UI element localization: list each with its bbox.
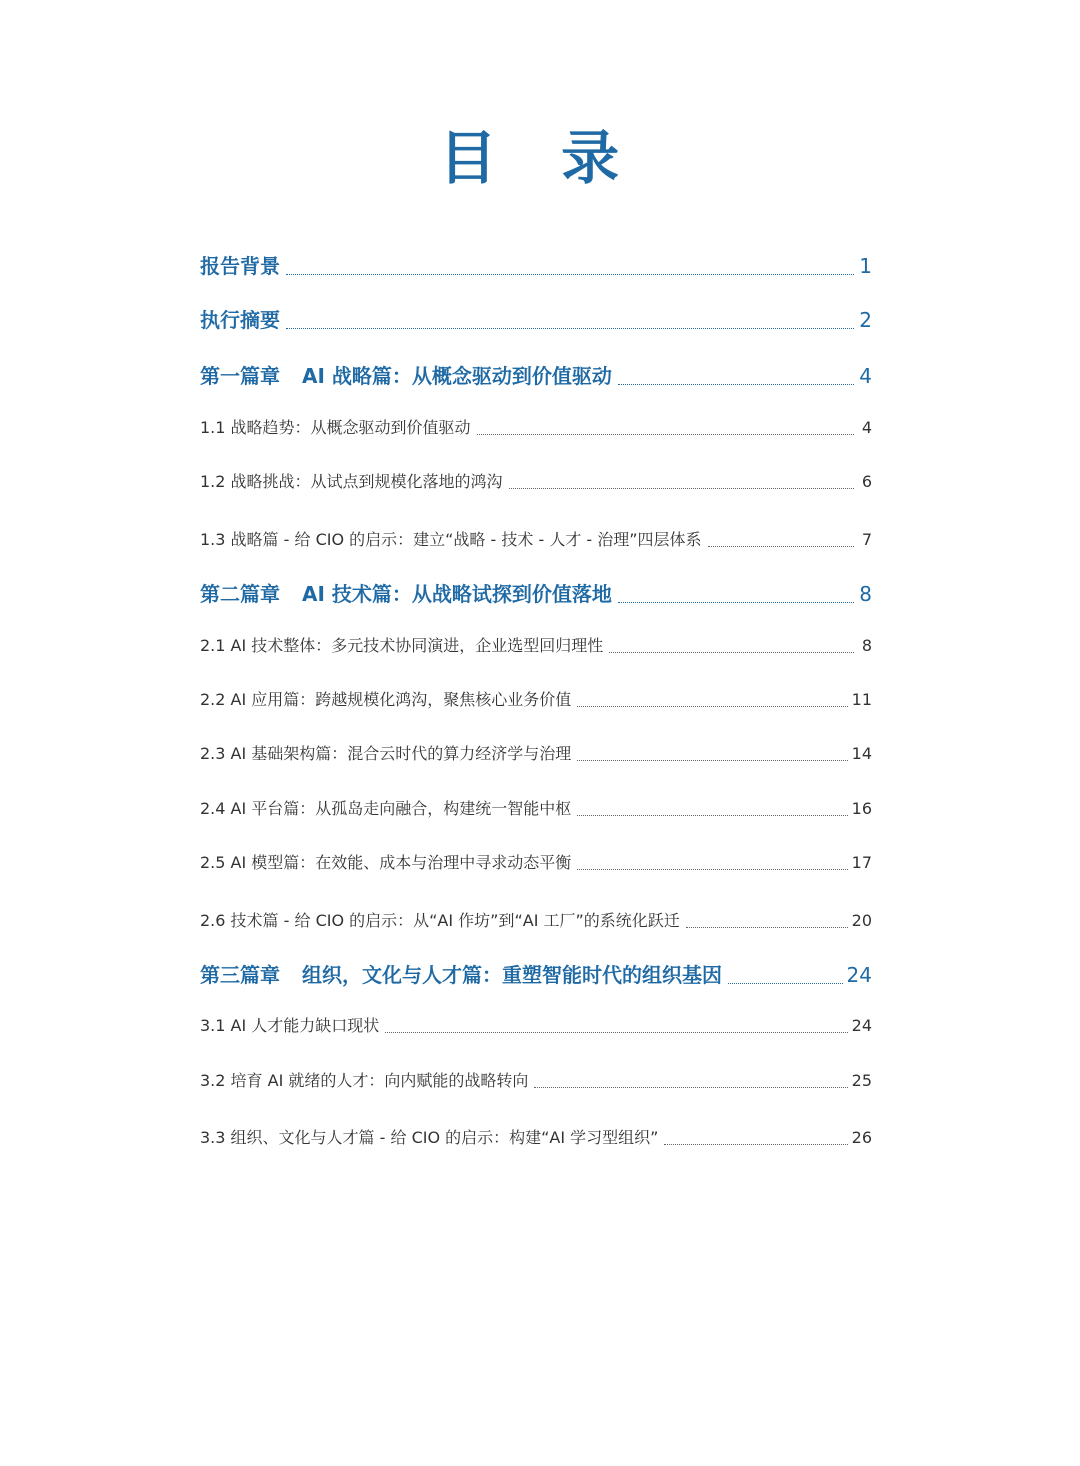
toc-entry-executive-summary[interactable]	[200, 306, 872, 334]
toc-page-number: 11	[851, 690, 872, 709]
toc-page-number: 20	[851, 911, 872, 930]
dot-leader	[286, 328, 854, 329]
toc-page-number: 26	[851, 1128, 872, 1147]
toc-entry-chapter-3[interactable]	[200, 961, 872, 989]
toc-page-number: 24	[851, 1016, 872, 1035]
toc-page-number: 25	[851, 1071, 872, 1090]
toc-entry-label: 2.3 AI 基础架构篇：混合云时代的算力经济学与治理	[200, 744, 572, 763]
dot-leader	[477, 434, 854, 435]
toc-page-number: 14	[851, 744, 872, 763]
toc-entry-report-background[interactable]	[200, 252, 872, 280]
dot-leader	[577, 869, 847, 870]
toc-page-number: 4	[861, 418, 872, 437]
dot-leader	[534, 1087, 847, 1088]
toc-entry-2-3[interactable]	[200, 742, 872, 766]
toc-entry-2-5[interactable]	[200, 851, 872, 875]
toc-page-number: 17	[851, 853, 872, 872]
toc-entry-label: 3.2 培育 AI 就绪的人才：向内赋能的战略转向	[200, 1071, 529, 1090]
toc-entry-label: 2.6 技术篇 - 给 CIO 的启示：从“AI 作坊”到“AI 工厂”的系统化跃迁	[200, 911, 680, 930]
toc-entry-label: 3.3 组织、文化与人才篇 - 给 CIO 的启示：构建“AI 学习型组织”	[200, 1128, 659, 1147]
toc-entry-2-2[interactable]	[200, 688, 872, 712]
toc-page-number: 4	[859, 364, 872, 388]
page-title: 目 录	[438, 124, 642, 192]
chapter-number: 第二篇章	[200, 582, 280, 606]
dot-leader	[577, 815, 847, 816]
toc-entry-label	[200, 961, 722, 989]
toc-entry-label	[200, 580, 612, 608]
toc-entry-label: 2.1 AI 技术整体：多元技术协同演进，企业选型回归理性	[200, 636, 604, 655]
dot-leader	[728, 983, 843, 984]
toc-entry-2-1[interactable]	[200, 634, 872, 658]
toc-page-number: 2	[859, 308, 872, 332]
toc-entry-2-6[interactable]	[200, 909, 872, 933]
toc-entry-label: 3.1 AI 人才能力缺口现状	[200, 1016, 380, 1035]
toc-page-number: 8	[861, 636, 872, 655]
chapter-title: AI 战略篇：从概念驱动到价值驱动	[302, 364, 612, 388]
dot-leader	[509, 488, 854, 489]
toc-page-number: 24	[846, 963, 872, 987]
toc-page-number: 8	[859, 582, 872, 606]
table-of-contents	[200, 0, 872, 1466]
dot-leader	[708, 546, 854, 547]
toc-entry-label: 2.5 AI 模型篇：在效能、成本与治理中寻求动态平衡	[200, 853, 572, 872]
toc-entry-3-3[interactable]	[200, 1126, 872, 1150]
toc-entry-1-1[interactable]	[200, 416, 872, 440]
dot-leader	[286, 274, 854, 275]
dot-leader	[618, 384, 854, 385]
chapter-title: 组织，文化与人才篇：重塑智能时代的组织基因	[302, 963, 722, 987]
toc-entry-label: 1.3 战略篇 - 给 CIO 的启示：建立“战略 - 技术 - 人才 - 治理”四层体系	[200, 530, 702, 549]
toc-entry-1-2[interactable]	[200, 470, 872, 494]
toc-entry-label: 执行摘要	[200, 308, 280, 332]
dot-leader	[577, 760, 847, 761]
toc-page-number: 6	[861, 472, 872, 491]
chapter-title: AI 技术篇：从战略试探到价值落地	[302, 582, 612, 606]
toc-entry-chapter-2[interactable]	[200, 580, 872, 608]
chapter-number: 第一篇章	[200, 364, 280, 388]
dot-leader	[577, 706, 847, 707]
toc-entry-label: 2.2 AI 应用篇：跨越规模化鸿沟，聚焦核心业务价值	[200, 690, 572, 709]
dot-leader	[385, 1032, 847, 1033]
toc-entry-label: 1.2 战略挑战：从试点到规模化落地的鸿沟	[200, 472, 503, 491]
chapter-number: 第三篇章	[200, 963, 280, 987]
toc-entry-label: 1.1 战略趋势：从概念驱动到价值驱动	[200, 418, 471, 437]
dot-leader	[686, 927, 848, 928]
dot-leader	[618, 602, 854, 603]
toc-page-number: 16	[851, 799, 872, 818]
dot-leader	[609, 652, 854, 653]
toc-entry-label: 2.4 AI 平台篇：从孤岛走向融合，构建统一智能中枢	[200, 799, 572, 818]
toc-entry-1-3[interactable]	[200, 528, 872, 552]
toc-entry-3-2[interactable]	[200, 1069, 872, 1093]
toc-entry-chapter-1[interactable]	[200, 362, 872, 390]
dot-leader	[664, 1144, 847, 1145]
toc-entry-label	[200, 362, 612, 390]
toc-entry-2-4[interactable]	[200, 797, 872, 821]
toc-entry-label: 报告背景	[200, 254, 280, 278]
toc-page-number: 7	[861, 530, 872, 549]
toc-page-number: 1	[859, 254, 872, 278]
toc-entry-3-1[interactable]	[200, 1014, 872, 1038]
